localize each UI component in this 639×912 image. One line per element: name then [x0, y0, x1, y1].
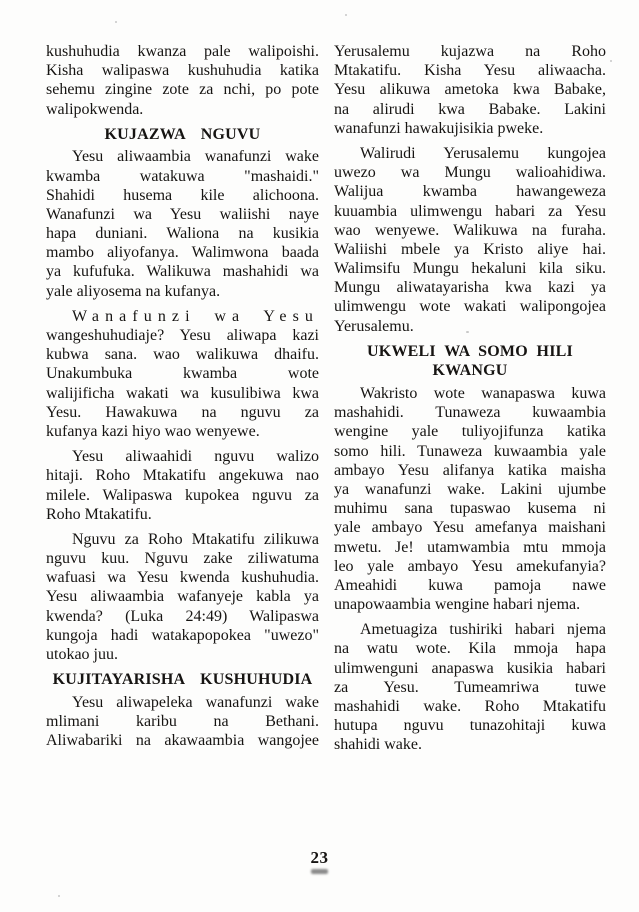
paragraph [46, 447, 319, 524]
text-line: ulimwenguni anapaswa kusikia habari [334, 659, 606, 677]
page-number: 23 [310, 848, 329, 867]
text-line: Walirudi Yerusalemu kungojea [360, 144, 606, 162]
scan-speck [610, 60, 612, 62]
paragraph [46, 42, 319, 119]
text-line: ya wanafunzi wake. Lakini ujumbe [334, 480, 606, 498]
text-line: Unakumbuka kwamba wote [46, 365, 319, 383]
paragraph [334, 620, 606, 754]
text-line: muhimu sana tupaswao kusema ni [334, 500, 606, 518]
text-line: Yesu aliwapeleka wanafunzi wake [72, 693, 319, 711]
text-line: wanafunzi hawakujisikia pweke. [334, 119, 544, 137]
section-heading [46, 125, 319, 145]
text-line: Yesu aliwaahidi nguvu walizo [72, 448, 319, 466]
text-line: kuuambia ulimwengu habari za Yesu [334, 202, 606, 220]
scan-smudge [311, 869, 328, 874]
heading-line: KWANGU [432, 362, 508, 380]
text-line: sehemu zingine zote za nchi, po pote [46, 81, 319, 99]
text-line: hutupa nguvu tunazohitaji kuwa [334, 717, 606, 735]
text-line: Roho Mtakatifu. [46, 505, 152, 523]
text-line: mashahidi wake. Roho Mtakatifu [334, 698, 606, 715]
text-line: kushuhudia kwanza pale walipoishi. [46, 43, 319, 60]
paragraph [46, 693, 319, 751]
text-line: hitaji. Roho Mtakatifu angekuwa nao [46, 467, 319, 485]
text-line: wao wenyewe. Walikuwa na furaha. [334, 221, 606, 239]
text-line: kwamba watakuwa "mashaidi." [46, 167, 319, 185]
text-line: kwenda? (Luka 24:49) Walipaswa [46, 607, 319, 625]
text-line: milele. Walipaswa kupokea nguvu za [46, 486, 319, 504]
text-line: Ameahidi kuwa pamoja nawe [334, 576, 606, 594]
text-line: Nguvu za Roho Mtakatifu zilikuwa [72, 530, 319, 548]
section-heading [334, 342, 606, 381]
text-line: Yesu alikuwa ametoka kwa Babake, [334, 81, 606, 99]
text-line: Mtakatifu. Kisha Yesu aliwaacha. [334, 62, 606, 80]
heading-line: KUJITAYARISHA KUSHUHUDIA [52, 671, 313, 689]
text-line: yale ambayo Yesu amefanya maishani [334, 519, 606, 537]
section-heading [46, 670, 319, 690]
text-line: Yerusalemu. [334, 317, 414, 335]
text-line: Shahidi husema kile alichoona. [46, 186, 319, 204]
text-line: walijificha wakati wa kusulibiwa kwa [46, 384, 319, 402]
scan-speck [466, 331, 469, 333]
text-line: na alirudi kwa Babake. Lakini [334, 100, 606, 118]
text-line: nguvu kuu. Nguvu zake ziliwatuma [46, 550, 319, 568]
paragraph [334, 42, 606, 138]
text-line: ulimwengu wote wakati walipongojea [334, 298, 606, 316]
text-line: leo yale ambayo Yesu amekufanyia? [334, 557, 606, 575]
text-line: Yesu. Hawakuwa na nguvu za [46, 403, 319, 421]
text-line: wafuasi wa Yesu kwenda kushuhudia. [46, 569, 319, 587]
scan-speck [58, 895, 60, 897]
text-line: Walijua kwamba hawangeweza [334, 183, 606, 201]
text-line: Waliishi mbele ya Kristo aliye hai. [334, 240, 606, 258]
heading-line: UKWELI WA SOMO HILI [367, 342, 573, 360]
text-line: ambayo Yesu alifanya katika maisha [334, 461, 606, 479]
text-line: Kisha walipaswa kushuhudia katika [46, 62, 319, 80]
text-line: Wakristo wote wanapaswa kuwa [360, 385, 606, 402]
text-line: shahidi wake. [334, 736, 422, 754]
text-line: Walimsifu Mungu hekaluni kila siku. [334, 260, 606, 278]
paragraph [334, 144, 606, 336]
text-line: za Yesu. Tumeamriwa tuwe [334, 678, 606, 696]
text-line: wengine yale tuliyojifunza katika [334, 423, 606, 441]
text-line: walipokwenda. [46, 100, 144, 118]
text-line: mambo aliyofanya. Walimwona baada [46, 244, 319, 262]
text-line: mlimani karibu na Bethani. [46, 713, 319, 730]
paragraph [46, 147, 319, 301]
text-column-right [334, 42, 606, 761]
text-line: utokao juu. [46, 646, 118, 664]
text-line: wangeshuhudiaje? Yesu aliwapa kazi [46, 327, 319, 345]
paragraph [46, 530, 319, 664]
text-column-left [46, 42, 319, 756]
text-line: somo hili. Tunaweza kuwaambia yale [334, 442, 606, 460]
text-line: ya kufufuka. Walikuwa mashahidi wa [46, 263, 319, 281]
text-line: kufanya kazi hiyo wao wenyewe. [46, 422, 260, 440]
text-line: mwetu. Je! utamwambia mtu mmoja [334, 538, 606, 556]
text-line: kungoja hadi watakapopokea "uwezo" [46, 626, 319, 644]
text-line: Aliwabariki na akawaambia wangojee [46, 732, 319, 750]
text-line: yale aliyosema na kufanya. [46, 282, 221, 300]
text-line: Wanafunzi wa Yesu [72, 307, 319, 325]
text-line: mashahidi. Tunaweza kuwaambia [334, 404, 606, 422]
text-line: hapa duniani. Waliona na kusikia [46, 225, 319, 243]
text-line: unapowaambia wengine habari njema. [334, 596, 581, 614]
text-line: na watu wote. Kila mmoja hapa [334, 640, 606, 658]
text-line: Yerusalemu kujazwa na Roho [334, 43, 606, 60]
text-line: Yesu aliwaambia wafanyeje kabla ya [46, 588, 319, 606]
text-line: uwezo wa Mungu walioahidiwa. [334, 164, 606, 182]
paragraph [334, 384, 606, 614]
text-line: Yesu aliwaambia wanafunzi wake [72, 148, 319, 166]
paragraph [46, 307, 319, 441]
scan-speck [345, 14, 347, 16]
scan-speck [115, 21, 117, 23]
text-line: Ametuagiza tushiriki habari njema [360, 621, 606, 639]
heading-line: KUJAZWA NGUVU [104, 125, 261, 143]
text-line: Mungu aliwatayarisha kwa kazi ya [334, 279, 606, 297]
text-line: Wanafunzi wa Yesu waliishi naye [46, 205, 319, 223]
text-line: kubwa sana. wao walikuwa dhaifu. [46, 346, 319, 364]
